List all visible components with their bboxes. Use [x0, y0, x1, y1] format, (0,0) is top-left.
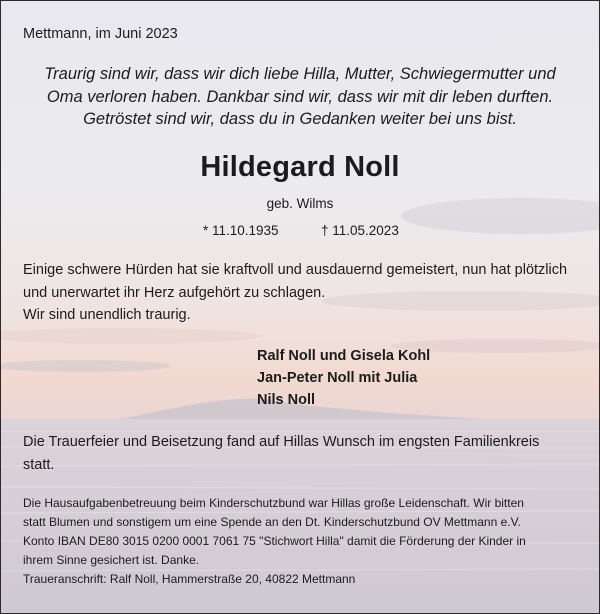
message-paragraph: [23, 259, 567, 327]
verse-line: Traurig sind wir, dass wir dich liebe Hilla, Mutter, Schwiegermutter und: [44, 65, 556, 83]
donation-line: Konto IBAN DE80 3015 0200 0001 7061 75 "Stichwort Hilla" damit die Förderung der Kinder in: [23, 534, 526, 548]
mourners-list: [257, 345, 430, 411]
verse-line: Getröstet sind wir, dass du in Gedanken weiter bei uns bist.: [83, 110, 517, 128]
funeral-line: statt.: [23, 456, 55, 473]
memorial-verse: [1, 63, 599, 131]
message-line: und unerwartet ihr Herz aufgehört zu schlagen.: [23, 284, 326, 301]
mourner-name: Jan-Peter Noll mit Julia: [257, 370, 418, 386]
verse-line: Oma verloren haben. Dankbar sind wir, dass wir mit dir leben durften.: [46, 87, 554, 106]
message-line: Einige schwere Hürden hat sie kraftvoll und ausdauernd gemeistert, nun hat plötzlich: [23, 262, 568, 278]
deceased-name: Hildegard Noll: [200, 151, 400, 183]
mourning-address: Traueranschrift: Ralf Noll, Hammerstraße 20, 40822 Mettmann: [23, 572, 356, 586]
birth-date: * 11.10.1935: [203, 223, 279, 238]
donation-line: statt Blumen und sonstigem um eine Spende an den Dt. Kinderschutzbund OV Mettmann e.V.: [23, 515, 521, 529]
death-date: † 11.05.2023: [321, 223, 399, 238]
donation-note: [23, 494, 526, 589]
funeral-line: Die Trauerfeier und Beisetzung fand auf Hillas Wunsch im engsten Familienkreis: [23, 434, 540, 450]
place-date: Mettmann, im Juni 2023: [23, 26, 178, 42]
mourner-name: Nils Noll: [257, 392, 316, 408]
mourner-name: Ralf Noll und Gisela Kohl: [257, 348, 431, 364]
donation-line: ihrem Sinne gesichert ist. Danke.: [23, 553, 200, 567]
donation-line: Die Hausaufgabenbetreuung beim Kinderschutzbund war Hillas große Leidenschaft. Wir bitten: [23, 496, 524, 510]
message-line: Wir sind unendlich traurig.: [23, 307, 191, 323]
obituary-text: [1, 1, 599, 613]
birth-name: geb. Wilms: [266, 196, 334, 211]
funeral-note: [23, 431, 539, 476]
